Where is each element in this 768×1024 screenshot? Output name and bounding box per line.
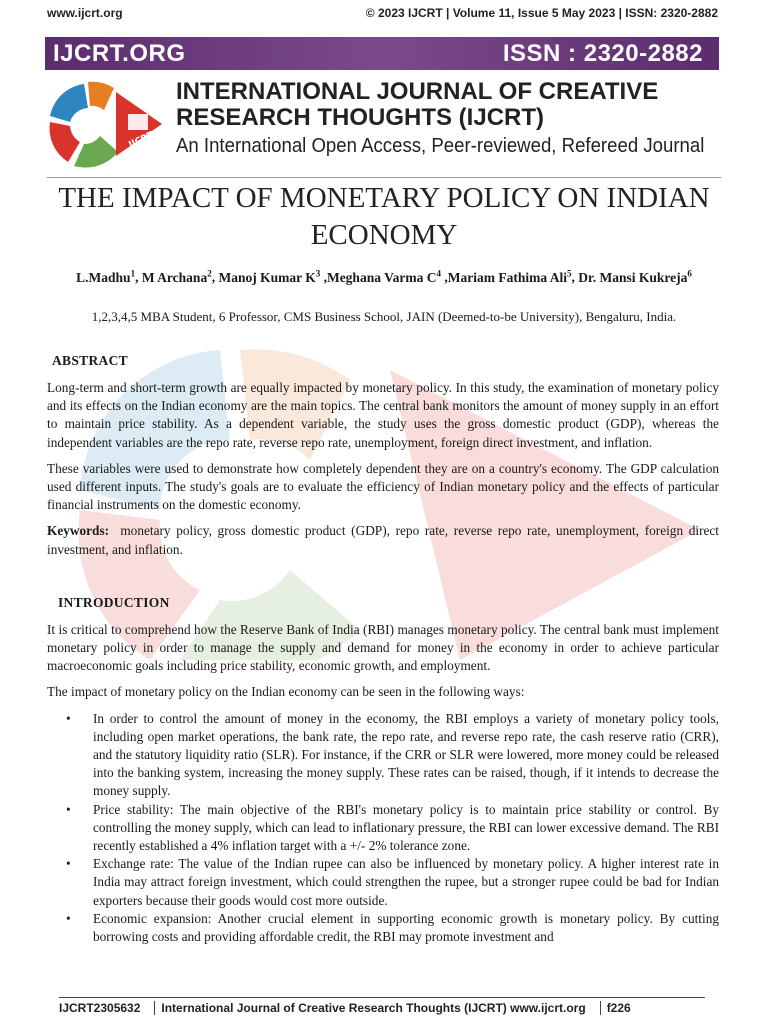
running-header	[47, 6, 718, 20]
author-list: L.Madhu$^1$, M Archana$^2$, Manoj Kumar $K^3$ ,Meghana Varma $C^4$ ,Mariam Fathima Ali$^5$, Dr. Mansi Kukreja$^6$	[76, 268, 692, 285]
intro-paragraph-2: The impact of monetary policy on the Indian economy can be seen in the following ways:	[47, 684, 525, 700]
impact-list	[47, 710, 719, 947]
abstract-paragraph-1: Long-term and short-term growth are equally impacted by monetary policy. In this study, the examination of monetary policy and its effects on the Indian economy are the main topics. The central bank monitors the amount of money supply in an effort to maintain price stability. As a dependent variable, the study uses the gross domestic product (GDP), whereas the independent variables are the repo rate, reverse repo rate, unemployment, foreign direct investment, and inflation.	[47, 380, 719, 450]
keywords-label: Keywords:	[47, 523, 110, 539]
author-name: Mariam Fathima Ali$^5$	[447, 268, 572, 285]
list-item: • Price stability: The main objective of the RBI's monetary policy is to maintain price stability or control. By controlling the money supply, which can lead to inflationary pressure, the RBI can lower excessive demand. The RBI recently established a 4% inflation target with a +/- 2% tolerance zone.	[66, 801, 719, 854]
paper-title: THE IMPACT OF MONETARY POLICY ON INDIAN ECONOMY	[58, 182, 710, 251]
abstract-paragraph-2: These variables were used to demonstrate how completely dependent they are on a country's economy. The GDP calculation used different inputs. The study's goals are to evaluate the efficiency of Indian monetary policy and the effects of particular financial instruments on the domestic economy.	[47, 460, 719, 513]
footer-paper-code: IJCRT2305632	[59, 1001, 141, 1015]
footer-page-number: f226	[606, 1001, 631, 1015]
list-item: • In order to control the amount of money in the economy, the RBI employs a variety of monetary policy tools, including open market operations, the bank rate, the repo rate, and reverse repo rate, the cash reserve ratio (CRR), and the statutory liquidity ratio (SLR). For instance, if the CRR or SLR were lowered, more money could be released into the banking system, increasing the money supply. These rates can be raised, though, if it intends to decrease the money supply.	[66, 710, 719, 799]
svg-text:IJCRT: IJCRT	[127, 130, 156, 151]
author-name: M Archana$^2$	[141, 268, 212, 285]
bullet-icon: •	[66, 801, 71, 817]
bullet-icon: •	[66, 856, 71, 872]
keywords	[47, 522, 719, 558]
ijcrt-logo-icon	[44, 76, 168, 176]
banner-issn: ISSN : 2320-2882	[502, 39, 703, 67]
header-divider	[47, 177, 721, 178]
author-name: L.Madhu$^1$	[76, 268, 136, 285]
list-item: • Economic expansion: Another crucial element in supporting economic growth is monetary policy. By cutting borrowing costs and providing affordable credit, the RBI may promote investment and	[66, 910, 719, 945]
banner-site: IJCRT.ORG	[53, 39, 186, 67]
footer-separator	[154, 1001, 155, 1015]
header-website[interactable]: www.ijcrt.org	[47, 6, 123, 20]
author-name: Dr. Mansi Kukreja$^6$	[578, 268, 692, 285]
keywords-text: monetary policy, gross domestic product (GDP), repo rate, reverse repo rate, unemployment, foreign direct investment, and inflation.	[47, 523, 720, 557]
author-name: Manoj Kumar $K^3$	[218, 268, 321, 285]
bullet-icon: •	[66, 910, 71, 926]
intro-paragraph-1: It is critical to comprehend how the Reserve Bank of India (RBI) manages monetary policy. The central bank must implement monetary policy in order to manage the supply and demand for money in the economy in order to achieve particular macroeconomic goals including price stability, economic growth, and employment.	[47, 621, 719, 674]
journal-title: INTERNATIONAL JOURNAL OF CREATIVE RESEARCH THOUGHTS (IJCRT)	[176, 78, 659, 131]
journal-banner	[45, 37, 719, 70]
author-name: Meghana Varma $C^4$	[326, 268, 441, 285]
introduction-heading: INTRODUCTION	[58, 594, 170, 610]
footer-journal: International Journal of Creative Research Thoughts (IJCRT) www.ijcrt.org	[161, 1001, 586, 1015]
bullet-icon: •	[66, 710, 71, 726]
header-issue-info: © 2023 IJCRT | Volume 11, Issue 5 May 2023 | ISSN: 2320-2882	[365, 6, 718, 20]
abstract-heading: ABSTRACT	[52, 353, 128, 368]
page-footer	[59, 997, 705, 1015]
footer-separator	[600, 1001, 601, 1015]
list-item: • Exchange rate: The value of the Indian rupee can also be influenced by monetary policy. A higher interest rate in India may attract foreign investment, which could strengthen the rupee, but a stronger rupee could be bad for Indian exporters because their goods would cost more outside.	[66, 856, 719, 908]
main-content	[47, 353, 719, 946]
affiliation: 1,2,3,4,5 MBA Student, 6 Professor, CMS Business School, JAIN (Deemed-to-be University), Bengaluru, India.	[91, 309, 677, 324]
journal-subtitle: An International Open Access, Peer-reviewed, Refereed Journal	[176, 135, 705, 157]
